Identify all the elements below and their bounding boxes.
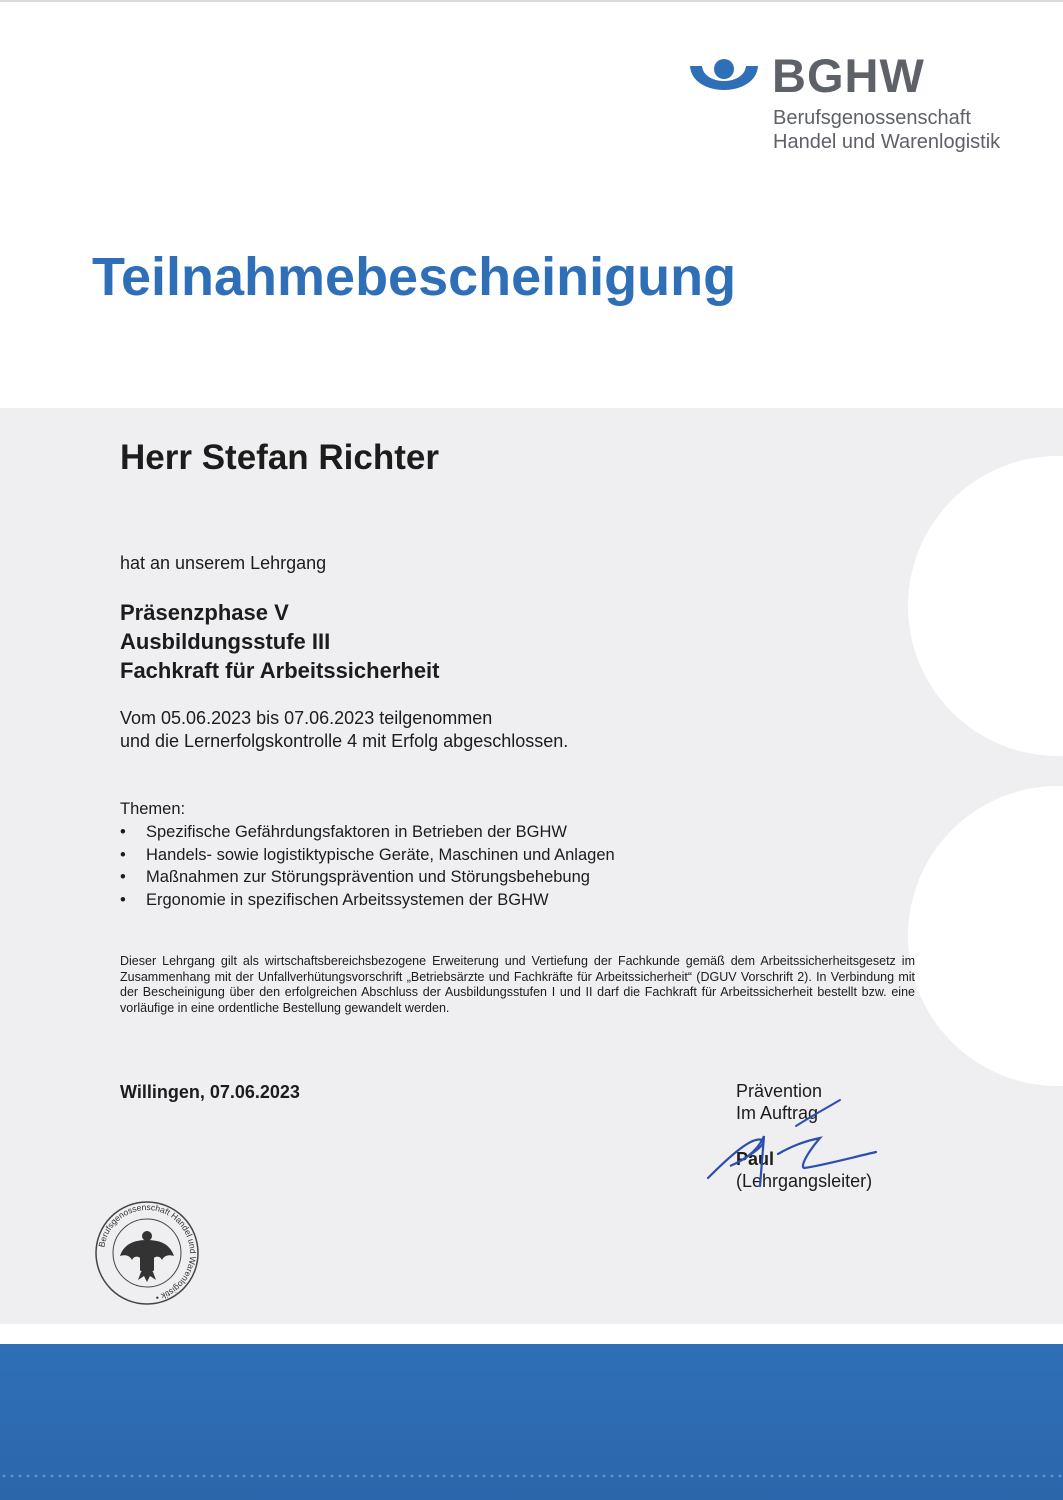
course-title — [120, 598, 440, 685]
top-edge-line — [0, 0, 1063, 2]
signature-department: Prävention — [736, 1081, 823, 1101]
footer-dot-pattern — [0, 1472, 1063, 1482]
topic-item: • Handels- sowie logistiktypische Geräte, Maschinen und Anlagen — [120, 844, 615, 867]
federal-eagle-icon — [120, 1231, 174, 1282]
topics-heading: Themen: — [120, 800, 186, 818]
course-line: Präsenzphase V — [120, 600, 289, 625]
logo-name: BGHW — [772, 49, 925, 102]
signatory-name: Paul — [736, 1149, 775, 1169]
decorative-circle — [908, 786, 1063, 1086]
svg-text:Berufsgenossenschaft Handel un: Berufsgenossenschaft Handel und Warenlogistik • — [96, 1201, 199, 1304]
topic-item: • Spezifische Gefährdungsfaktoren in Betrieben der BGHW — [120, 821, 615, 844]
handwritten-signature — [700, 1096, 880, 1192]
course-line: Ausbildungsstufe III — [120, 629, 331, 654]
intro-text: hat an unserem Lehrgang — [120, 553, 327, 573]
period-text — [120, 707, 568, 753]
decorative-circle — [908, 456, 1063, 756]
logo-subtitle-line-2: Handel und Warenlogistik — [773, 131, 1001, 153]
logo-subtitle-line-1: Berufsgenossenschaft — [773, 107, 971, 129]
period-line: und die Lernerfolgskontrolle 4 mit Erfolg abgeschlossen. — [120, 731, 569, 751]
signature-mandate: Im Auftrag — [736, 1103, 819, 1123]
signatory-role: (Lehrgangsleiter) — [736, 1171, 873, 1191]
legal-notice: Dieser Lehrgang gilt als wirtschaftsbereichsbezogene Erweiterung und Vertiefung der Fachkunde gemäß dem Arbeitssicherheitsgesetz im Zusammenhang mit der Unfallverhütungsvorschrift „Betriebsärzte und Fachkräfte für Arbeitssicherheit“ (DGUV Vorschrift 2). In Verbindung mit der Bescheinigung über den erfolgreichen Abschluss der Ausbildungsstufen I und II darf die Fachkraft für Arbeitssicherheit bestellt bzw. eine vorläufige in eine ordentliche Bestellung gewandelt werden. — [120, 954, 915, 1015]
course-line: Fachkraft für Arbeitssicherheit — [120, 658, 440, 683]
logo-subtitle — [773, 106, 1000, 154]
period-line: Vom 05.06.2023 bis 07.06.2023 teilgenommen — [120, 708, 493, 728]
place-and-date: Willingen, 07.06.2023 — [120, 1082, 300, 1102]
topic-item: • Ergonomie in spezifischen Arbeitssystemen der BGHW — [120, 889, 615, 912]
bghw-logo-icon — [688, 58, 760, 106]
topics-list — [120, 821, 615, 911]
official-seal — [94, 1200, 200, 1306]
topic-item: • Maßnahmen zur Störungsprävention und Störungsbehebung — [120, 866, 615, 889]
recipient-name: Herr Stefan Richter — [120, 438, 439, 477]
footer-band — [0, 1344, 1063, 1500]
document-title: Teilnahmebescheinigung — [92, 247, 737, 307]
